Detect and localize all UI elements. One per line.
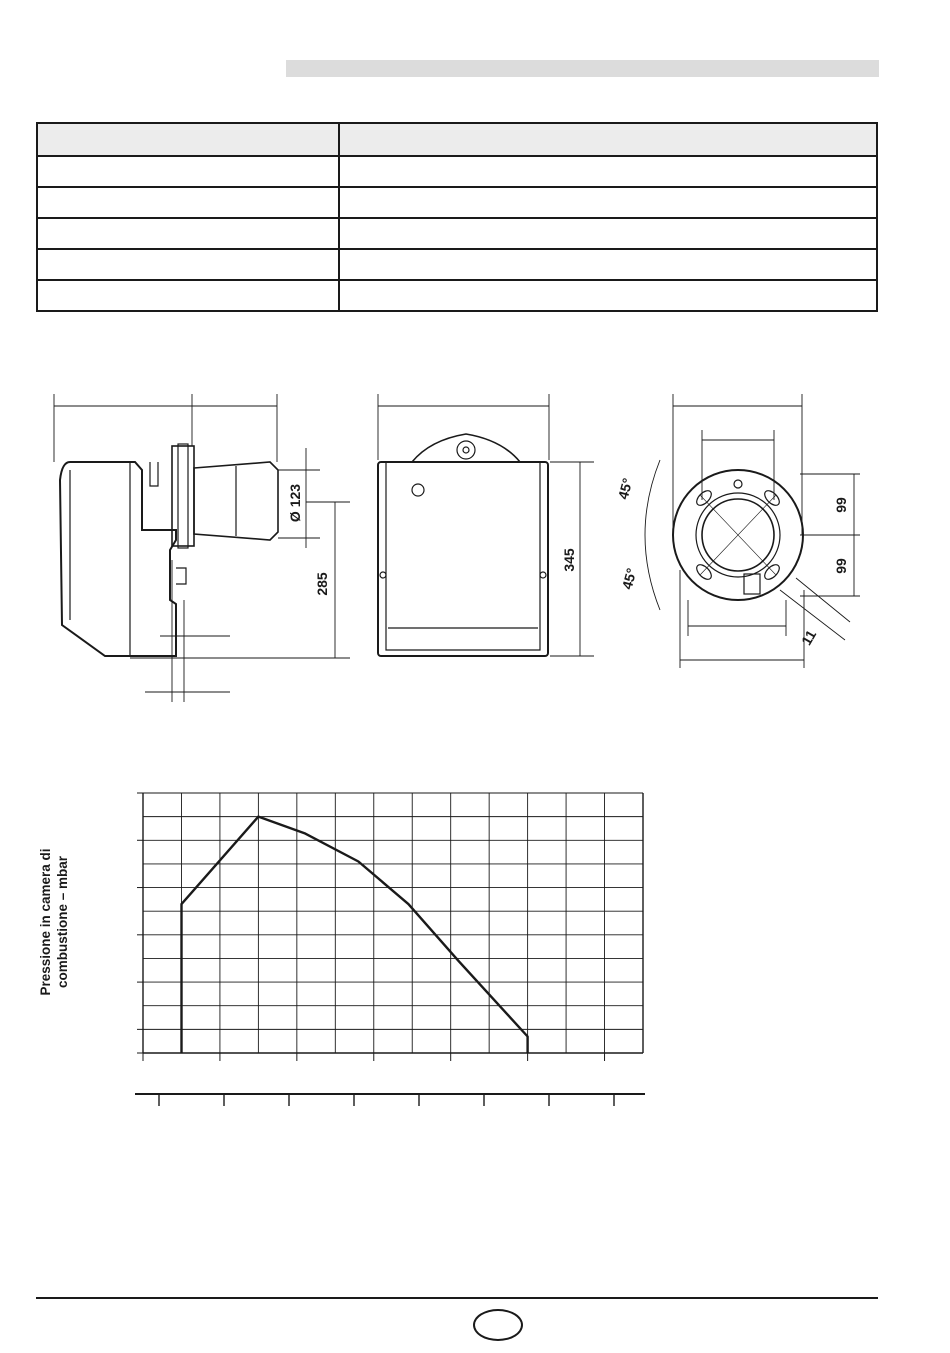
flange-lower-label: 99 [833, 558, 849, 574]
flange-upper-label: 99 [833, 497, 849, 513]
chart-ylabel-line1: Pressione in camera di [38, 848, 53, 996]
nozzle-diameter-label: Ø 123 [287, 483, 303, 523]
page-number-badge [473, 1309, 523, 1341]
chart-ylabel-line2: combustione – mbar [55, 855, 70, 989]
angle-upper-label: 45° [614, 476, 636, 502]
footer-rule [36, 1297, 878, 1299]
angle-lower-label: 45° [618, 566, 640, 592]
side-height-label: 285 [314, 572, 330, 596]
hole-label: 11 [798, 627, 820, 648]
front-height-label: 345 [561, 548, 577, 572]
